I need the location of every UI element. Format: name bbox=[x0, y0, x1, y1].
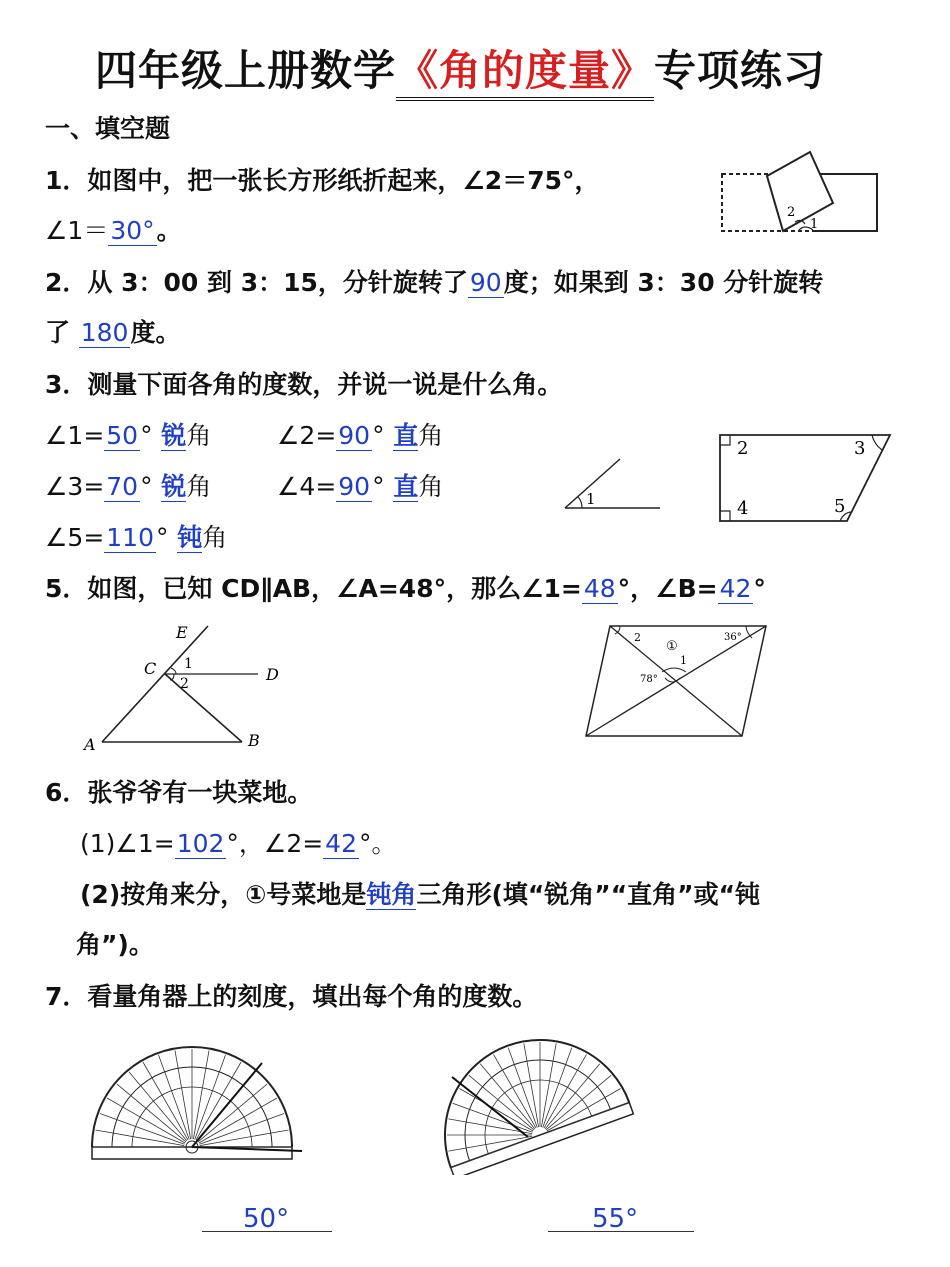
q6-sub2-line2: 角”)。 bbox=[76, 930, 154, 959]
q2-part2: 度；如果到 3：30 分针旋转 bbox=[503, 268, 824, 297]
q5-label-C: C bbox=[144, 659, 157, 678]
q1-answer: 30° bbox=[110, 216, 155, 245]
q5-label-A: A bbox=[84, 735, 96, 754]
q3-angle-figure bbox=[560, 455, 670, 520]
protractor-tick bbox=[453, 1138, 533, 1167]
q2-answer1: 90 bbox=[469, 268, 502, 297]
q3-label-angle2: ∠2= bbox=[277, 421, 337, 450]
q2-part4: 度。 bbox=[130, 318, 181, 347]
q3-fig-label-3: 3 bbox=[854, 438, 866, 459]
q5-answer1: 48 bbox=[583, 574, 616, 603]
section-heading: 一、填空题 bbox=[45, 114, 171, 143]
protractor-tick bbox=[198, 1084, 267, 1142]
q3-type-angle5: 钝 bbox=[177, 523, 203, 552]
q7-answer-2: 55° bbox=[592, 1204, 639, 1234]
page-title bbox=[95, 38, 826, 98]
q5-text: 5．如图，已知 CD∥AB，∠A=48°，那么∠1= bbox=[45, 574, 582, 603]
q1-suffix: 。 bbox=[156, 216, 182, 245]
protractor-tick bbox=[129, 1072, 187, 1141]
q5-mid: °，∠B= bbox=[617, 574, 718, 603]
protractor-1 bbox=[82, 1045, 307, 1170]
protractor-tick bbox=[193, 1050, 209, 1139]
q3-label-angle1: ∠1= bbox=[45, 421, 105, 450]
q3-value-angle3: 70 bbox=[106, 472, 139, 501]
jiao-char: 角 bbox=[186, 472, 212, 501]
q2-answer2: 180 bbox=[80, 318, 129, 347]
q3-type-angle1: 锐 bbox=[161, 421, 187, 450]
protractor-tick bbox=[175, 1050, 191, 1139]
q3-type-angle2: 直 bbox=[393, 421, 419, 450]
degree-sign: ° bbox=[372, 472, 385, 501]
title-highlight: 《角的度量》 bbox=[396, 46, 654, 101]
degree-sign: ° bbox=[140, 421, 153, 450]
degree-sign: ° bbox=[372, 421, 385, 450]
q3-row3 bbox=[45, 523, 227, 553]
q3-row2b bbox=[277, 472, 443, 502]
q2-part3: 了 bbox=[45, 318, 71, 347]
q2-line2 bbox=[45, 318, 180, 348]
q6-sub1-end: °。 bbox=[358, 829, 397, 858]
q7-answer-1-line bbox=[202, 1231, 332, 1232]
q5-label-E: E bbox=[176, 623, 188, 642]
q6-sub1-prefix: (1)∠1= bbox=[80, 829, 175, 858]
q3-type-angle4: 直 bbox=[393, 472, 419, 501]
q3-label-angle3: ∠3= bbox=[45, 472, 105, 501]
q3-type-angle3: 锐 bbox=[161, 472, 187, 501]
q2-part1: 2．从 3：00 到 3：15，分针旋转了 bbox=[45, 268, 468, 297]
q6-fig-label-1: 1 bbox=[680, 654, 687, 667]
q6-sub1-mid: °，∠2= bbox=[226, 829, 324, 858]
title-suffix: 专项练习 bbox=[654, 46, 827, 95]
jiao-char: 角 bbox=[186, 421, 212, 450]
q3-value-angle1: 50 bbox=[106, 421, 139, 450]
q3-value-angle4: 90 bbox=[338, 472, 371, 501]
q1-fig-label-1: 1 bbox=[810, 217, 819, 232]
q6-fig-label-2: 2 bbox=[634, 631, 641, 644]
degree-sign: ° bbox=[140, 472, 153, 501]
protractor-tick bbox=[448, 1123, 532, 1166]
jiao-char: 角 bbox=[418, 472, 444, 501]
q6-sub2 bbox=[80, 880, 760, 910]
q5-label-B: B bbox=[248, 731, 260, 750]
q6-sub2-post: 三角形(填“锐角”“直角”或“钝 bbox=[416, 880, 761, 909]
q6-answer2: 42 bbox=[325, 829, 357, 858]
q3-text: 3．测量下面各角的度数，并说一说是什么角。 bbox=[45, 370, 563, 399]
protractor-2 bbox=[440, 1035, 640, 1175]
q5-triangle-figure bbox=[78, 618, 298, 756]
q2-line1 bbox=[45, 268, 823, 298]
q6-text: 6．张爷爷有一块菜地。 bbox=[45, 778, 313, 807]
q3-quadrilateral-figure bbox=[712, 428, 897, 528]
q5-label-1: 1 bbox=[184, 656, 193, 672]
q3-value-angle5: 110 bbox=[106, 523, 154, 552]
q3-fig-label-2: 2 bbox=[737, 438, 749, 459]
q1-fig-label-2: 2 bbox=[787, 205, 796, 220]
q1-prefix: ∠1＝ bbox=[45, 216, 109, 245]
q6-sub2-prefix: (2)按角来分，①号菜地是 bbox=[80, 880, 367, 909]
q3-fig-label-1: 1 bbox=[586, 490, 596, 508]
q6-fig-label-36: 36° bbox=[724, 632, 742, 643]
degree-sign: ° bbox=[155, 523, 169, 552]
q6-field-figure bbox=[582, 620, 772, 742]
protractor-tick bbox=[117, 1084, 186, 1142]
q3-fig-label-4: 4 bbox=[737, 498, 749, 519]
q3-row2 bbox=[45, 472, 211, 502]
q3-fig-label-5: 5 bbox=[834, 496, 846, 517]
q5-line bbox=[45, 574, 766, 604]
q7-answer-2-line bbox=[548, 1231, 694, 1232]
q3-value-angle2: 90 bbox=[338, 421, 371, 450]
q3-label-angle5: ∠5= bbox=[45, 523, 105, 552]
q6-sub1 bbox=[80, 829, 397, 859]
q6-fig-label-circ1: ① bbox=[666, 639, 678, 654]
q3-row1b bbox=[277, 421, 443, 451]
protractor-tick bbox=[513, 1042, 568, 1127]
q6-answer1: 102 bbox=[176, 829, 225, 858]
jiao-char: 角 bbox=[418, 421, 444, 450]
jiao-char: 角 bbox=[202, 523, 228, 552]
q3-label-angle4: ∠4= bbox=[277, 472, 337, 501]
q1-text: 1．如图中，把一张长方形纸折起来，∠2＝75°， bbox=[45, 166, 600, 195]
q1-line2 bbox=[45, 216, 182, 246]
q6-answer-type: 钝角 bbox=[366, 880, 417, 909]
q7-answer-1: 50° bbox=[243, 1204, 290, 1234]
q5-label-2: 2 bbox=[180, 676, 189, 692]
q3-row1 bbox=[45, 421, 211, 451]
q1-figure bbox=[715, 148, 885, 238]
q5-end: ° bbox=[753, 574, 766, 603]
q6-fig-label-78: 78° bbox=[640, 674, 658, 685]
q5-answer2: 42 bbox=[719, 574, 752, 603]
protractor-tick bbox=[200, 1130, 289, 1146]
q7-text: 7．看量角器上的刻度，填出每个角的度数。 bbox=[45, 982, 538, 1011]
title-prefix: 四年级上册数学 bbox=[95, 46, 397, 95]
protractor-tick bbox=[95, 1130, 184, 1146]
q5-label-D: D bbox=[266, 665, 279, 684]
